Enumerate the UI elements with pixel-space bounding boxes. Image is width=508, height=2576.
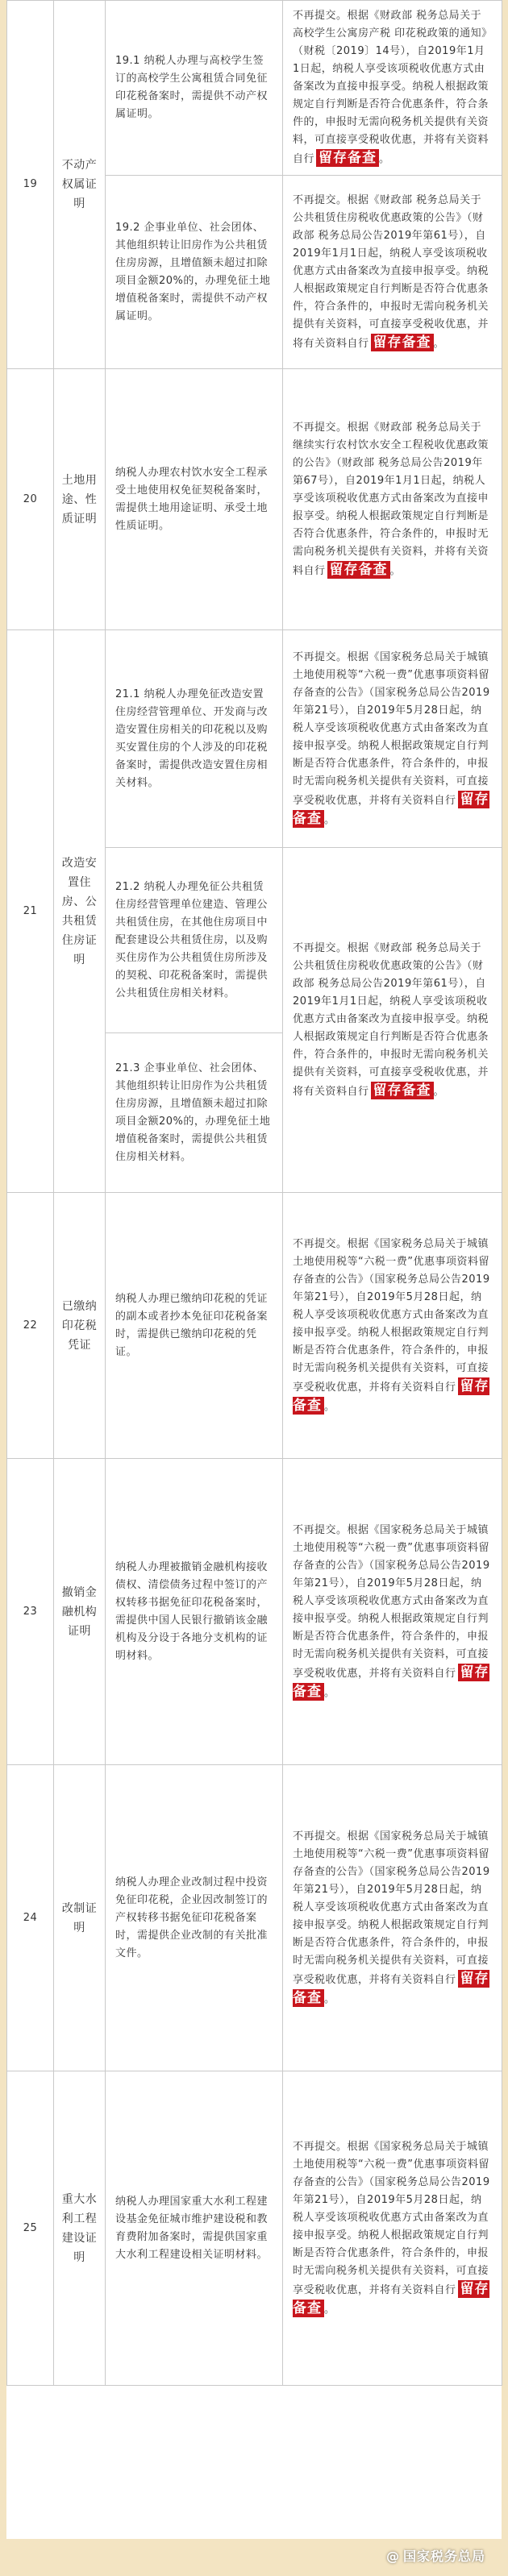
table-row <box>7 369 502 630</box>
row-rule: 不再提交。根据《财政部 税务总局关于继续实行农村饮水安全工程税收优惠政策的公告》（财政部 税务总局公告2019年第67号），自2019年1月1日起，纳税人享受该项税收优惠方式由备案改为直接申报享受。纳税人根据政策规定自行判断是否符合优惠条件，符合条件的，申报时无需向税务机关提供有关资料，并将有关资料自行 留存备查 。 <box>283 369 502 630</box>
row-number: 19 <box>7 1 54 369</box>
row-number: 22 <box>7 1193 54 1459</box>
row-description: 21.1 纳税人办理免征改造安置住房经营管理单位、开发商与改造安置住房相关的印花税以及购买安置住房的个人涉及的印花税备案时，需提供改造安置住房相关材料。 <box>106 630 283 848</box>
highlight-label: 留存备查 <box>327 561 390 579</box>
watermark-footer <box>386 2546 485 2565</box>
row-item: 不动产权属证明 <box>54 1 106 369</box>
rule-text: 不再提交。根据《财政部 税务总局关于公共租赁住房税收优惠政策的公告》（财政部 税务总局公告2019年第61号），自2019年1月1日起，纳税人享受该项税收优惠方式由备案改为直接申报享受。纳税人根据政策规定自行判断是否符合优惠条件，符合条件的，申报时无需向税务机关提供有关资料，可直接享受税收优惠，并将有关资料自行 <box>293 941 489 1098</box>
table-row <box>7 2071 502 2386</box>
row-number: 20 <box>7 369 54 630</box>
highlight-label: 留存备查 <box>293 2280 489 2316</box>
policy-table <box>6 0 502 2386</box>
row-description: 纳税人办理国家重大水利工程建设基金免征城市维护建设税和教育费附加备案时，需提供国家重大水利工程建设相关证明材料。 <box>106 2071 283 2386</box>
table-row <box>7 1193 502 1459</box>
row-number: 23 <box>7 1459 54 1765</box>
rule-text: 不再提交。根据《国家税务总局关于城镇土地使用税等“六税一费”优惠事项资料留存备查的公告》（国家税务总局公告2019年第21号），自2019年5月28日起，纳税人享受该项税收优惠方式由备案改为直接申报享受。纳税人根据政策规定自行判断是否符合优惠条件，符合条件的，申报时无需向税务机关提供有关资料，可直接享受税收优惠，并将有关资料自行 <box>293 2140 490 2296</box>
row-item: 重大水利工程建设证明 <box>54 2071 106 2386</box>
row-description: 21.3 企事业单位、社会团体、其他组织转让旧房作为公共租赁住房房源，且增值额未超过扣除项目金额20%的，办理免征土地增值税备案时，需提供公共租赁住房相关材料。 <box>106 1033 283 1193</box>
highlight-label: 留存备查 <box>293 1664 489 1700</box>
row-rule: 不再提交。根据《国家税务总局关于城镇土地使用税等“六税一费”优惠事项资料留存备查的公告》（国家税务总局公告2019年第21号），自2019年5月28日起，纳税人享受该项税收优惠方式由备案改为直接申报享受。纳税人根据政策规定自行判断是否符合优惠条件，符合条件的，申报时无需向税务机关提供有关资料，可直接享受税收优惠，并将有关资料自行 留存备查 。 <box>283 1193 502 1459</box>
highlight-label: 留存备查 <box>371 334 434 351</box>
row-rule: 不再提交。根据《国家税务总局关于城镇土地使用税等“六税一费”优惠事项资料留存备查的公告》（国家税务总局公告2019年第21号），自2019年5月28日起，纳税人享受该项税收优惠方式由备案改为直接申报享受。纳税人根据政策规定自行判断是否符合优惠条件，符合条件的，申报时无需向税务机关提供有关资料，可直接享受税收优惠，并将有关资料自行 留存备查 。 <box>283 630 502 848</box>
brand-name: 国家税务总局 <box>402 2549 485 2564</box>
highlight-label: 留存备查 <box>293 791 489 827</box>
table-row <box>7 630 502 848</box>
highlight-label: 留存备查 <box>293 1970 489 2006</box>
row-number: 24 <box>7 1765 54 2071</box>
table-row <box>7 1459 502 1765</box>
row-rule: 不再提交。根据《国家税务总局关于城镇土地使用税等“六税一费”优惠事项资料留存备查的公告》（国家税务总局公告2019年第21号），自2019年5月28日起，纳税人享受该项税收优惠方式由备案改为直接申报享受。纳税人根据政策规定自行判断是否符合优惠条件，符合条件的，申报时无需向税务机关提供有关资料，可直接享受税收优惠，并将有关资料自行 留存备查 。 <box>283 2071 502 2386</box>
rule-text: 不再提交。根据《国家税务总局关于城镇土地使用税等“六税一费”优惠事项资料留存备查的公告》（国家税务总局公告2019年第21号），自2019年5月28日起，纳税人享受该项税收优惠方式由备案改为直接申报享受。纳税人根据政策规定自行判断是否符合优惠条件，符合条件的，申报时无需向税务机关提供有关资料，可直接享受税收优惠，并将有关资料自行 <box>293 650 490 807</box>
row-item: 改制证明 <box>54 1765 106 2071</box>
row-rule: 不再提交。根据《财政部 税务总局关于公共租赁住房税收优惠政策的公告》（财政部 税务总局公告2019年第61号），自2019年1月1日起，纳税人享受该项税收优惠方式由备案改为直接申报享受。纳税人根据政策规定自行判断是否符合优惠条件，符合条件的，申报时无需向税务机关提供有关资料，可直接享受税收优惠，并将有关资料自行 留存备查 。 <box>283 176 502 369</box>
table-row <box>7 1 502 176</box>
row-description: 纳税人办理农村饮水安全工程承受土地使用权免征契税备案时，需提供土地用途证明、承受土地性质证明。 <box>106 369 283 630</box>
row-description: 纳税人办理企业改制过程中投资免征印花税，企业因改制签订的产权转移书据免征印花税备案时，需提供企业改制的有关批准文件。 <box>106 1765 283 2071</box>
row-description: 19.1 纳税人办理与高校学生签订的高校学生公寓租赁合同免征印花税备案时，需提供不动产权属证明。 <box>106 1 283 176</box>
rule-text: 不再提交。根据《财政部 税务总局关于公共租赁住房税收优惠政策的公告》（财政部 税务总局公告2019年第61号），自2019年1月1日起，纳税人享受该项税收优惠方式由备案改为直接申报享受。纳税人根据政策规定自行判断是否符合优惠条件，符合条件的，申报时无需向税务机关提供有关资料，可直接享受税收优惠，并将有关资料自行 <box>293 193 489 350</box>
row-description: 21.2 纳税人办理免征公共租赁住房经营管理单位建造、管理公共租赁住房，在其他住房项目中配套建设公共租赁住房，以及购买住房作为公共租赁住房所涉及的契税、印花税备案时，需提供公共租赁住房相关材料。 <box>106 848 283 1033</box>
rule-text: 不再提交。根据《财政部 税务总局关于继续实行农村饮水安全工程税收优惠政策的公告》（财政部 税务总局公告2019年第67号），自2019年1月1日起，纳税人享受该项税收优惠方式由备案改为直接申报享受。纳税人根据政策规定自行判断是否符合优惠条件，符合条件的，申报时无需向税务机关提供有关资料，并将有关资料自行 <box>293 421 489 577</box>
row-description: 19.2 企事业单位、社会团体、其他组织转让旧房作为公共租赁住房房源，且增值额未超过扣除项目金额20%的，办理免征土地增值税备案时，需提供不动产权属证明。 <box>106 176 283 369</box>
row-description: 纳税人办理已缴纳印花税的凭证的副本或者抄本免征印花税备案时，需提供已缴纳印花税的凭证。 <box>106 1193 283 1459</box>
row-item: 已缴纳印花税凭证 <box>54 1193 106 1459</box>
rule-text: 不再提交。根据《国家税务总局关于城镇土地使用税等“六税一费”优惠事项资料留存备查的公告》（国家税务总局公告2019年第21号），自2019年5月28日起，纳税人享受该项税收优惠方式由备案改为直接申报享受。纳税人根据政策规定自行判断是否符合优惠条件，符合条件的，申报时无需向税务机关提供有关资料，可直接享受税收优惠，并将有关资料自行 <box>293 1237 490 1394</box>
row-description: 纳税人办理被撤销金融机构接收债权、清偿债务过程中签订的产权转移书据免征印花税备案时，需提供中国人民银行撤销该金融机构及分设于各地分支机构的证明材料。 <box>106 1459 283 1765</box>
row-rule: 不再提交。根据《财政部 税务总局关于公共租赁住房税收优惠政策的公告》（财政部 税务总局公告2019年第61号），自2019年1月1日起，纳税人享受该项税收优惠方式由备案改为直接申报享受。纳税人根据政策规定自行判断是否符合优惠条件，符合条件的，申报时无需向税务机关提供有关资料，可直接享受税收优惠，并将有关资料自行 留存备查 。 <box>283 848 502 1193</box>
highlight-label: 留存备查 <box>371 1082 434 1099</box>
at-sign: @ <box>385 2549 400 2564</box>
rule-text: 不再提交。根据《国家税务总局关于城镇土地使用税等“六税一费”优惠事项资料留存备查的公告》（国家税务总局公告2019年第21号），自2019年5月28日起，纳税人享受该项税收优惠方式由备案改为直接申报享受。纳税人根据政策规定自行判断是否符合优惠条件，符合条件的，申报时无需向税务机关提供有关资料，可直接享受税收优惠，并将有关资料自行 <box>293 1523 490 1680</box>
row-rule: 不再提交。根据《财政部 税务总局关于高校学生公寓房产税 印花税政策的通知》（财税〔2019〕14号），自2019年1月1日起，纳税人享受该项税收优惠方式由备案改为直接申报享受。纳税人根据政策规定自行判断是否符合优惠条件，符合条件的，申报时无需向税务机关提供有关资料，可直接享受税收优惠，并将有关资料自行 留存备查 。 <box>283 1 502 176</box>
rule-text: 不再提交。根据《财政部 税务总局关于高校学生公寓房产税 印花税政策的通知》（财税〔2019〕14号），自2019年1月1日起，纳税人享受该项税收优惠方式由备案改为直接申报享受。纳税人根据政策规定自行判断是否符合优惠条件，符合条件的，申报时无需向税务机关提供有关资料，可直接享受税收优惠，并将有关资料自行 <box>293 10 489 165</box>
row-rule: 不再提交。根据《国家税务总局关于城镇土地使用税等“六税一费”优惠事项资料留存备查的公告》（国家税务总局公告2019年第21号），自2019年5月28日起，纳税人享受该项税收优惠方式由备案改为直接申报享受。纳税人根据政策规定自行判断是否符合优惠条件，符合条件的，申报时无需向税务机关提供有关资料，可直接享受税收优惠，并将有关资料自行 留存备查 。 <box>283 1459 502 1765</box>
row-item: 土地用途、性质证明 <box>54 369 106 630</box>
policy-table-frame <box>6 0 502 2539</box>
highlight-label: 留存备查 <box>293 1377 489 1414</box>
row-rule: 不再提交。根据《国家税务总局关于城镇土地使用税等“六税一费”优惠事项资料留存备查的公告》（国家税务总局公告2019年第21号），自2019年5月28日起，纳税人享受该项税收优惠方式由备案改为直接申报享受。纳税人根据政策规定自行判断是否符合优惠条件，符合条件的，申报时无需向税务机关提供有关资料，可直接享受税收优惠，并将有关资料自行 留存备查 。 <box>283 1765 502 2071</box>
row-number: 21 <box>7 630 54 1193</box>
table-row <box>7 1765 502 2071</box>
row-item: 改造安置住房、公共租赁住房证明 <box>54 630 106 1193</box>
row-number: 25 <box>7 2071 54 2386</box>
row-item: 撤销金融机构证明 <box>54 1459 106 1765</box>
highlight-label: 留存备查 <box>316 149 379 167</box>
rule-text: 不再提交。根据《国家税务总局关于城镇土地使用税等“六税一费”优惠事项资料留存备查的公告》（国家税务总局公告2019年第21号），自2019年5月28日起，纳税人享受该项税收优惠方式由备案改为直接申报享受。纳税人根据政策规定自行判断是否符合优惠条件，符合条件的，申报时无需向税务机关提供有关资料，可直接享受税收优惠，并将有关资料自行 <box>293 1830 490 1986</box>
